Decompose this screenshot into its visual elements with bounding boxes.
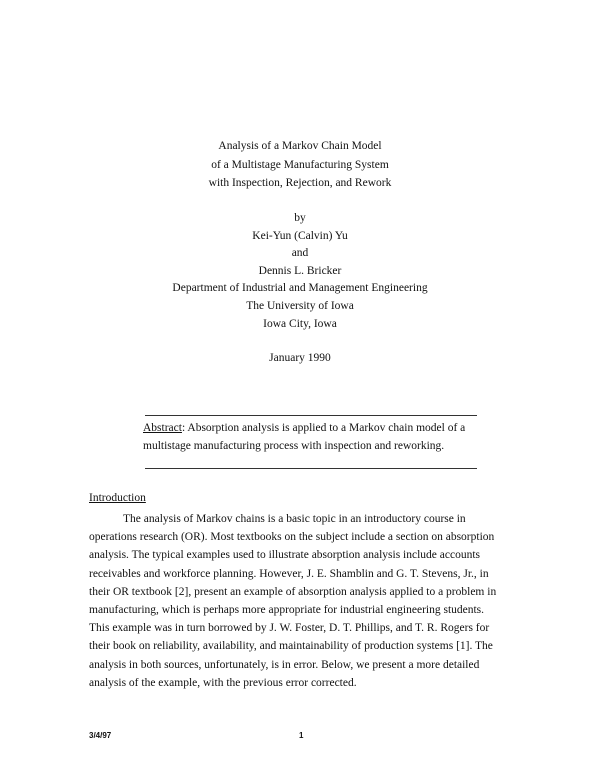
- abstract-bottom-rule: [145, 468, 477, 469]
- author-1: Kei-Yun (Calvin) Yu: [252, 229, 348, 242]
- city: Iowa City, Iowa: [263, 317, 337, 330]
- abstract-line-1: [143, 419, 483, 437]
- title-line-3: with Inspection, Rejection, and Rework: [208, 177, 392, 189]
- author-2: Dennis L. Bricker: [258, 264, 342, 277]
- by-label: by: [294, 212, 306, 224]
- page-number: 1: [299, 731, 304, 740]
- abstract: [143, 419, 483, 455]
- abstract-line-1-text: : Absorption analysis is applied to a Markov chain model of a: [181, 422, 466, 434]
- title-line-1: Analysis of a Markov Chain Model: [218, 140, 382, 152]
- paragraph-line: analysis of the example, with the previous error corrected.: [89, 676, 357, 689]
- abstract-line-2: multistage manufacturing process with inspection and reworking.: [143, 440, 445, 452]
- title-line-2: of a Multistage Manufacturing System: [211, 158, 389, 171]
- paragraph-line: analysis in both sources, unfortunately, is in error. Below, we present a more detailed: [89, 658, 480, 671]
- author-block: [0, 210, 600, 333]
- introduction-heading: Introduction: [89, 492, 146, 504]
- abstract-top-rule: [145, 415, 477, 416]
- paragraph-line: receivables and workforce planning. However, J. E. Shamblin and G. T. Stevens, Jr., in: [89, 567, 489, 580]
- paragraph-line: manufacturing, which is perhaps more appropriate for industrial engineering students.: [89, 604, 485, 617]
- and-label: and: [291, 247, 309, 260]
- paragraph-line: their book on reliability, availability, and maintainability of production systems [1]. The: [89, 640, 493, 653]
- introduction-paragraph: [89, 510, 519, 692]
- abstract-label: Abstract: [143, 422, 182, 434]
- footer-date: 3/4/97: [89, 731, 112, 740]
- paragraph-line: This example was in turn borrowed by J. W. Foster, D. T. Phillips, and T. R. Rogers for: [89, 622, 490, 635]
- publication-date: January 1990: [269, 352, 331, 364]
- department: Department of Industrial and Management Engineering: [172, 282, 428, 295]
- university: The University of Iowa: [246, 299, 354, 312]
- paragraph-line: The analysis of Markov chains is a basic topic in an introductory course in: [123, 513, 466, 525]
- paragraph-line: operations research (OR). Most textbooks on the subject include a section on absorption: [89, 531, 495, 544]
- paragraph-line: their OR textbook [2], present an example of absorption analysis applied to a problem in: [89, 585, 497, 598]
- paper-title: [0, 137, 600, 193]
- paragraph-line: analysis. The typical examples used to illustrate absorption analysis include accounts: [89, 549, 481, 562]
